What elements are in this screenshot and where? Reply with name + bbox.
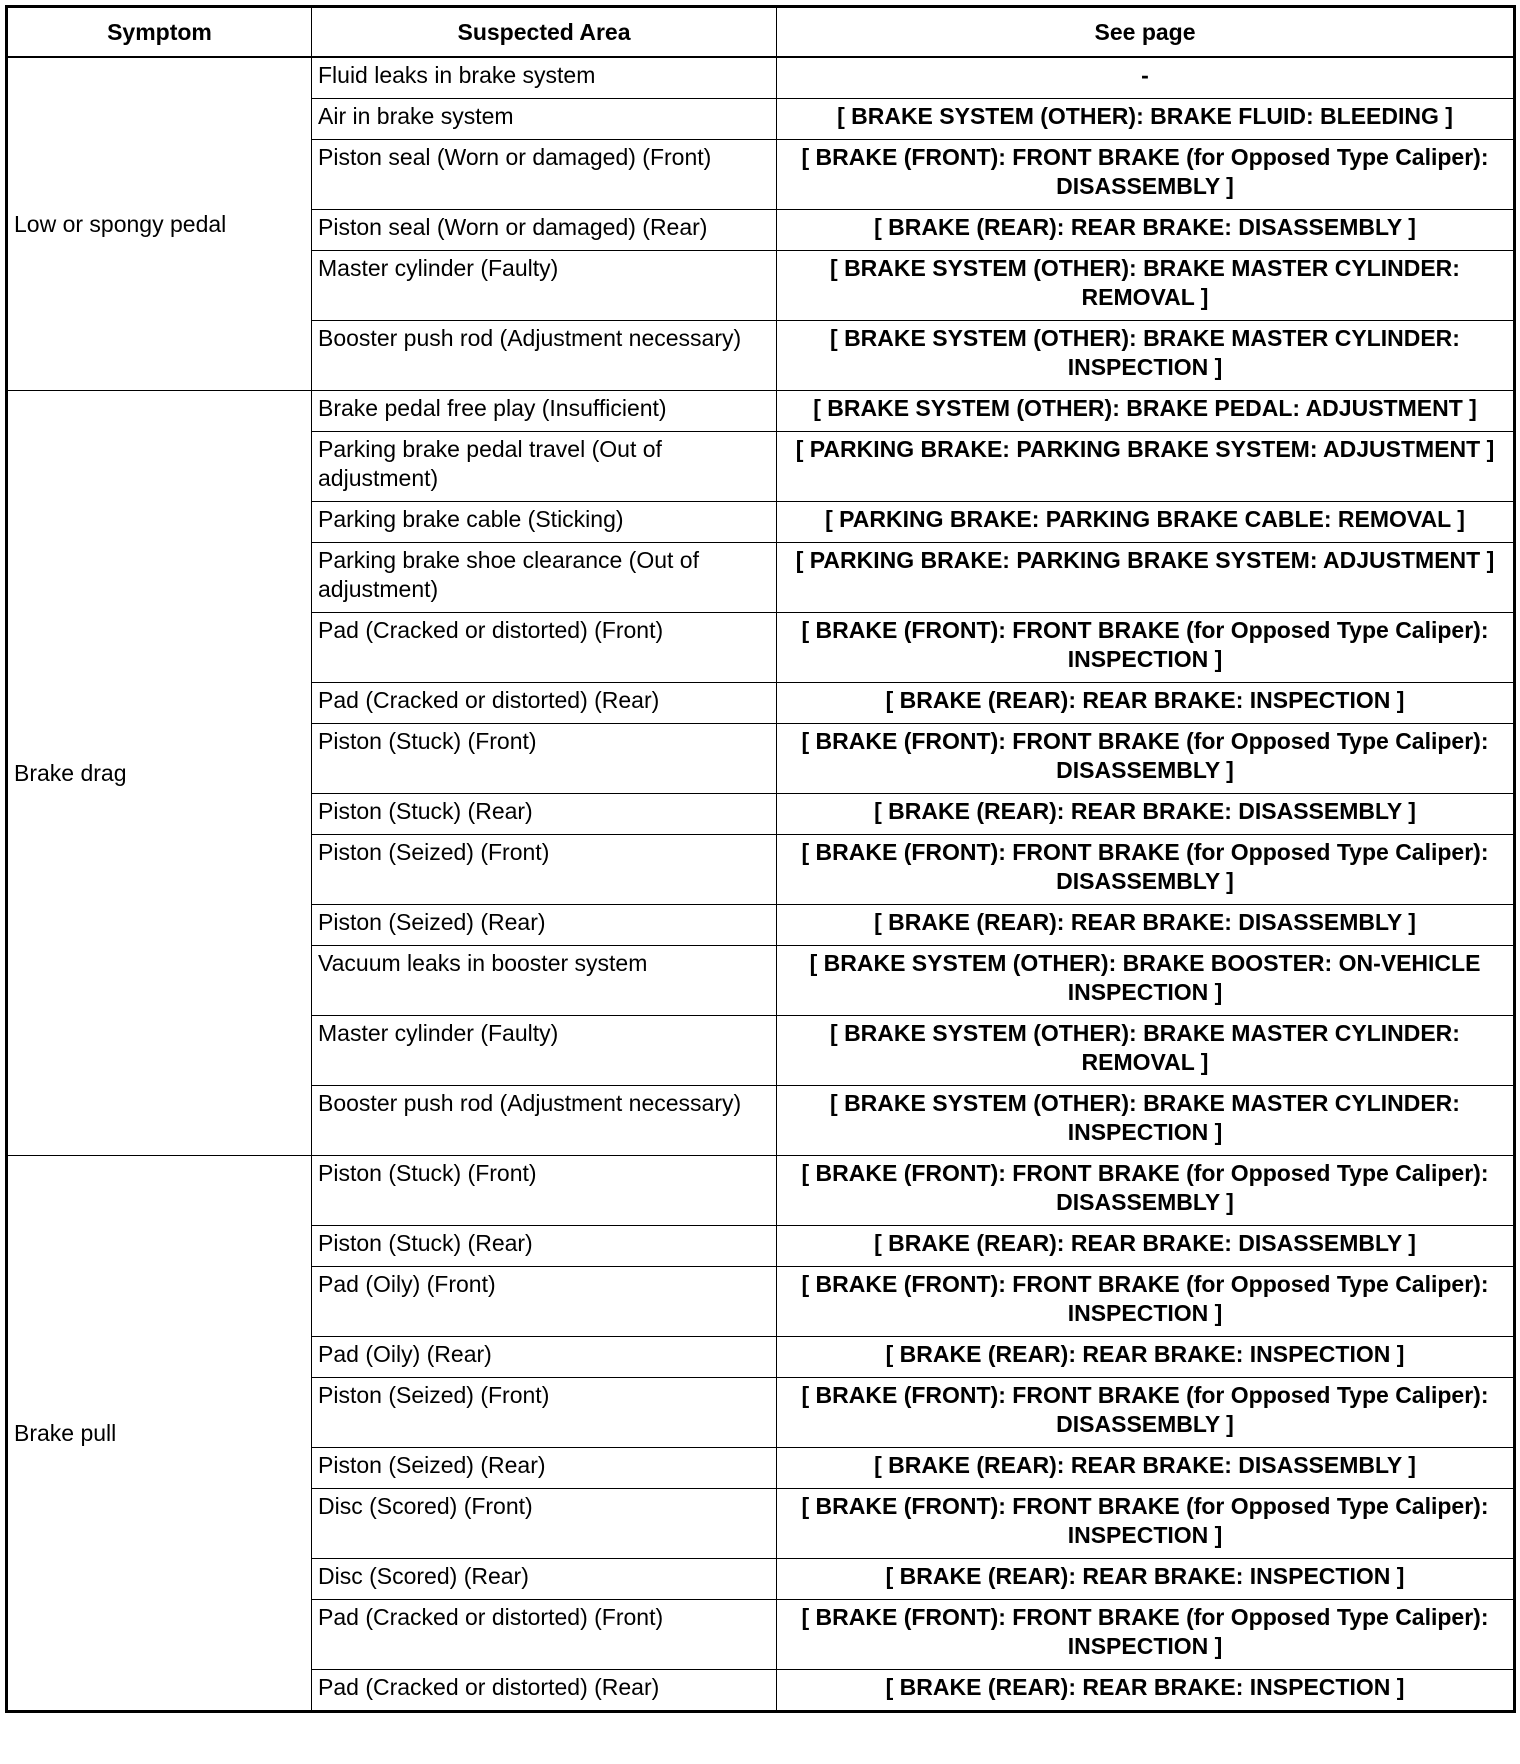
see-page-link[interactable]: [ BRAKE SYSTEM (OTHER): BRAKE MASTER CYLINDER: INSPECTION ]	[777, 321, 1515, 391]
see-page-link[interactable]: [ BRAKE (FRONT): FRONT BRAKE (for Opposed Type Caliper): DISASSEMBLY ]	[777, 1156, 1515, 1226]
suspected-area-cell: Pad (Cracked or distorted) (Front)	[312, 613, 777, 683]
see-page-link[interactable]: [ BRAKE (FRONT): FRONT BRAKE (for Opposed Type Caliper): DISASSEMBLY ]	[777, 724, 1515, 794]
see-page-link[interactable]: [ BRAKE (FRONT): FRONT BRAKE (for Opposed Type Caliper): INSPECTION ]	[777, 1600, 1515, 1670]
suspected-area-cell: Disc (Scored) (Front)	[312, 1489, 777, 1559]
header-symptom: Symptom	[7, 7, 312, 58]
see-page-link: -	[777, 57, 1515, 99]
suspected-area-cell: Pad (Cracked or distorted) (Front)	[312, 1600, 777, 1670]
see-page-link[interactable]: [ BRAKE SYSTEM (OTHER): BRAKE BOOSTER: ON-VEHICLE INSPECTION ]	[777, 946, 1515, 1016]
see-page-link[interactable]: [ PARKING BRAKE: PARKING BRAKE SYSTEM: ADJUSTMENT ]	[777, 543, 1515, 613]
see-page-link[interactable]: [ BRAKE (FRONT): FRONT BRAKE (for Opposed Type Caliper): INSPECTION ]	[777, 613, 1515, 683]
suspected-area-cell: Piston (Seized) (Front)	[312, 1378, 777, 1448]
suspected-area-cell: Piston (Stuck) (Front)	[312, 1156, 777, 1226]
suspected-area-cell: Parking brake pedal travel (Out of adjustment)	[312, 432, 777, 502]
see-page-link[interactable]: [ BRAKE SYSTEM (OTHER): BRAKE MASTER CYLINDER: REMOVAL ]	[777, 251, 1515, 321]
suspected-area-cell: Piston (Seized) (Rear)	[312, 905, 777, 946]
suspected-area-cell: Pad (Oily) (Rear)	[312, 1337, 777, 1378]
see-page-link[interactable]: [ BRAKE (REAR): REAR BRAKE: DISASSEMBLY ]	[777, 1448, 1515, 1489]
suspected-area-cell: Piston (Stuck) (Rear)	[312, 1226, 777, 1267]
see-page-link[interactable]: [ PARKING BRAKE: PARKING BRAKE CABLE: REMOVAL ]	[777, 502, 1515, 543]
suspected-area-cell: Master cylinder (Faulty)	[312, 251, 777, 321]
symptom-cell: Brake drag	[7, 391, 312, 1156]
suspected-area-cell: Brake pedal free play (Insufficient)	[312, 391, 777, 432]
see-page-link[interactable]: [ BRAKE (FRONT): FRONT BRAKE (for Opposed Type Caliper): INSPECTION ]	[777, 1267, 1515, 1337]
suspected-area-cell: Fluid leaks in brake system	[312, 57, 777, 99]
suspected-area-cell: Parking brake shoe clearance (Out of adjustment)	[312, 543, 777, 613]
suspected-area-cell: Vacuum leaks in booster system	[312, 946, 777, 1016]
table-row	[7, 1156, 1515, 1226]
see-page-link[interactable]: [ PARKING BRAKE: PARKING BRAKE SYSTEM: ADJUSTMENT ]	[777, 432, 1515, 502]
suspected-area-cell: Disc (Scored) (Rear)	[312, 1559, 777, 1600]
header-suspected-area: Suspected Area	[312, 7, 777, 58]
suspected-area-cell: Parking brake cable (Sticking)	[312, 502, 777, 543]
see-page-link[interactable]: [ BRAKE (REAR): REAR BRAKE: DISASSEMBLY ]	[777, 210, 1515, 251]
see-page-link[interactable]: [ BRAKE (FRONT): FRONT BRAKE (for Opposed Type Caliper): DISASSEMBLY ]	[777, 835, 1515, 905]
suspected-area-cell: Air in brake system	[312, 99, 777, 140]
see-page-link[interactable]: [ BRAKE (FRONT): FRONT BRAKE (for Opposed Type Caliper): DISASSEMBLY ]	[777, 140, 1515, 210]
suspected-area-cell: Pad (Cracked or distorted) (Rear)	[312, 683, 777, 724]
table-body	[7, 57, 1515, 1712]
see-page-link[interactable]: [ BRAKE (REAR): REAR BRAKE: DISASSEMBLY ]	[777, 905, 1515, 946]
see-page-link[interactable]: [ BRAKE (REAR): REAR BRAKE: INSPECTION ]	[777, 1670, 1515, 1712]
suspected-area-cell: Piston (Seized) (Front)	[312, 835, 777, 905]
suspected-area-cell: Booster push rod (Adjustment necessary)	[312, 321, 777, 391]
suspected-area-cell: Piston seal (Worn or damaged) (Rear)	[312, 210, 777, 251]
symptom-cell: Brake pull	[7, 1156, 312, 1712]
suspected-area-cell: Piston seal (Worn or damaged) (Front)	[312, 140, 777, 210]
suspected-area-cell: Pad (Cracked or distorted) (Rear)	[312, 1670, 777, 1712]
see-page-link[interactable]: [ BRAKE (REAR): REAR BRAKE: DISASSEMBLY ]	[777, 794, 1515, 835]
see-page-link[interactable]: [ BRAKE (REAR): REAR BRAKE: INSPECTION ]	[777, 1337, 1515, 1378]
suspected-area-cell: Pad (Oily) (Front)	[312, 1267, 777, 1337]
see-page-link[interactable]: [ BRAKE SYSTEM (OTHER): BRAKE PEDAL: ADJUSTMENT ]	[777, 391, 1515, 432]
suspected-area-cell: Piston (Stuck) (Front)	[312, 724, 777, 794]
see-page-link[interactable]: [ BRAKE (REAR): REAR BRAKE: INSPECTION ]	[777, 683, 1515, 724]
troubleshooting-table	[5, 5, 1516, 1713]
see-page-link[interactable]: [ BRAKE (FRONT): FRONT BRAKE (for Opposed Type Caliper): INSPECTION ]	[777, 1489, 1515, 1559]
table-row	[7, 391, 1515, 432]
suspected-area-cell: Booster push rod (Adjustment necessary)	[312, 1086, 777, 1156]
suspected-area-cell: Master cylinder (Faulty)	[312, 1016, 777, 1086]
see-page-link[interactable]: [ BRAKE (FRONT): FRONT BRAKE (for Opposed Type Caliper): DISASSEMBLY ]	[777, 1378, 1515, 1448]
table-row	[7, 57, 1515, 99]
see-page-link[interactable]: [ BRAKE (REAR): REAR BRAKE: INSPECTION ]	[777, 1559, 1515, 1600]
see-page-link[interactable]: [ BRAKE SYSTEM (OTHER): BRAKE FLUID: BLEEDING ]	[777, 99, 1515, 140]
see-page-link[interactable]: [ BRAKE SYSTEM (OTHER): BRAKE MASTER CYLINDER: REMOVAL ]	[777, 1016, 1515, 1086]
symptom-cell: Low or spongy pedal	[7, 57, 312, 391]
see-page-link[interactable]: [ BRAKE SYSTEM (OTHER): BRAKE MASTER CYLINDER: INSPECTION ]	[777, 1086, 1515, 1156]
see-page-link[interactable]: [ BRAKE (REAR): REAR BRAKE: DISASSEMBLY ]	[777, 1226, 1515, 1267]
header-row	[7, 7, 1515, 58]
header-see-page: See page	[777, 7, 1515, 58]
suspected-area-cell: Piston (Stuck) (Rear)	[312, 794, 777, 835]
suspected-area-cell: Piston (Seized) (Rear)	[312, 1448, 777, 1489]
